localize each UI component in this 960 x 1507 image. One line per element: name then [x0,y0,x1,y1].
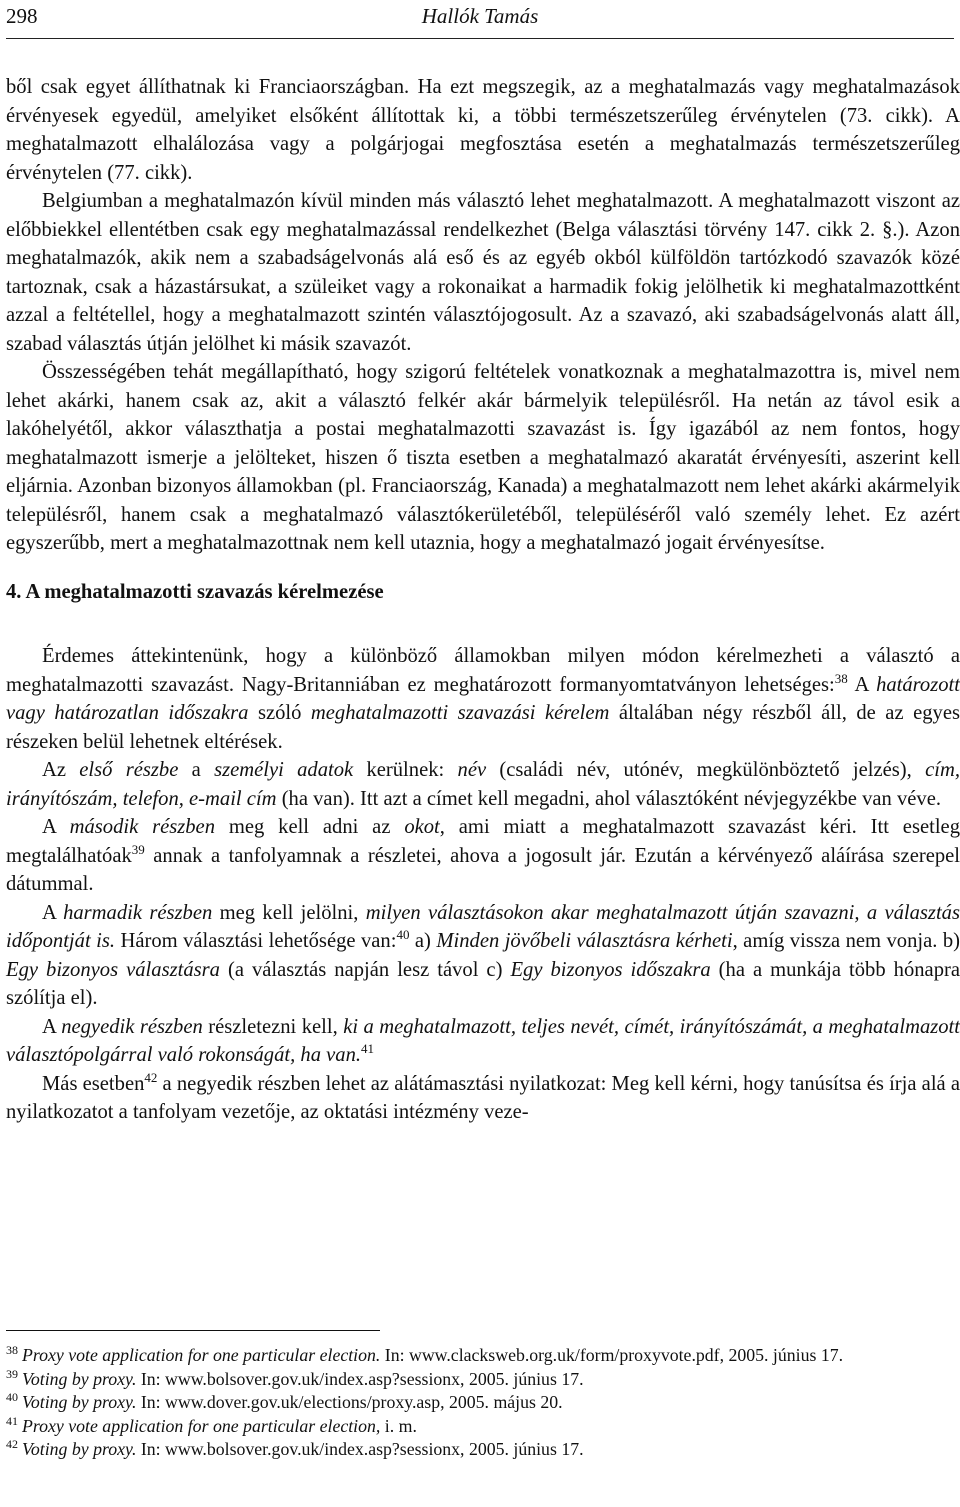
text: annak a tanfolyamnak a részletei, ahova a jogosult jár. Ezután a kérvényező aláírása szerepel dátummal. [6,844,960,895]
paragraph [6,899,960,1013]
italic-text: meghatalmazotti szavazási kérelem [310,702,610,724]
text: (családi név, utónév, megkülönböztető jelzés), [486,759,926,781]
paragraph [6,642,960,756]
text: A [42,816,70,838]
footnote-ref: 38 [834,670,848,686]
footnote-title: Proxy vote application for one particular election. [22,1345,381,1365]
italic-text: negyedik részben [61,1015,203,1038]
footnote [6,1438,960,1462]
text: Három választási lehetősége van: [115,930,397,952]
footnote-number: 40 [6,1390,18,1404]
text: Összességében tehát megállapítható, hogy szigorú feltételek vonatkoznak a meghatalmazottra is, mivel nem lehet akárki, hanem csak az, akit a választó felkér akár bármelyik településről. Ha netán az távol esik a lakóhelyétől, akkor választhatja a postai meghatalmazotti szavazást is. Így igazából az nem fontos, hogy meghatalmazott ismerje a jelölteket, hiszen ő tiszta esetben a meghatalmazó akaratát érvényesíti, aszerint kell eljárnia. Azonban bizonyos államokban (pl. Franciaország, Kanada) a meghatalmazott nem lehet akárki akármelyik településről, hanem csak a meghatalmazó választókerületéből, településéről való személy lehet. Ez azért egyszerűbb, mert a meghatalmazottnak nem kell utaznia, hogy a meghatalmazó jogait érvényesítse. [6,361,960,554]
text: általában négy részből áll, de az egyes részeken belül lehetnek eltérések. [6,702,960,753]
text: ből csak egyet állíthatnak ki Franciaországban. Ha ezt megszegik, az a meghatalmazás vagy meghatalmazások érvényesek egyedül, amelyiket elsőként állítottak ki, a többi természetszerűleg érvénytelen (73. cikk). A meghatalmazott elhalálozása vagy a polgárjogai megfosztása esetén a meghatalmazás természetszerűleg érvénytelen (77. cikk). [6,76,960,184]
italic-text: Egy bizonyos időszakra [510,958,711,981]
text: (a választás napján lesz távol c) [219,958,511,981]
text: a negyedik részben lehet az alátámasztási nyilatkozat: Meg kell kérni, hogy tanúsítsa és írja alá a nyilatkozatot a tanfolyam vezetője, az oktatási intézmény veze- [6,1072,960,1123]
italic-text: harmadik részben [63,901,213,924]
italic-text: határozott vagy határozatlan időszakra [6,673,960,724]
text: szóló [248,702,311,724]
text: (ha a munkája több hónapra szólítja el). [6,958,960,1009]
italic-text: ki a meghatalmazott, teljes nevét, címét, irányítószámát, a meghatalmazott választópolgárral való rokonságát, ha van. [6,1015,960,1066]
paragraph [6,358,960,558]
footnote-ref: 42 [144,1069,158,1085]
text: A [847,673,877,696]
footnote-ref: 41 [361,1041,375,1056]
italic-text: okot [404,816,440,838]
footnote-separator [6,1330,380,1331]
footnote-number: 42 [6,1437,18,1451]
page-number: 298 [6,4,38,28]
text: részletezni kell, [202,1015,344,1038]
section-heading: 4. A meghatalmazotti szavazás kérelmezése [6,580,384,603]
footnote-text: In: www.bolsover.gov.uk/index.asp?sessionx, 2005. június 17. [136,1368,584,1389]
footnote-number: 38 [6,1343,18,1357]
footnote [6,1368,960,1392]
text: Az [42,759,80,781]
italic-text: milyen választásokon akar meghatalmazott útján szavazni, a választás időpontját is. [6,901,960,952]
text: Belgiumban a meghatalmazón kívül minden más választó lehet meghatalmazott. A meghatalmazott viszont az előbbiekkel ellentétben csak egy meghatalmazással rendelkezhet (Belga választási törvény 147. cikk 2. §.). Azon meghatalmazók, akik nem a szabadságelvonás alá eső és az egyéb okból külföldön tartózkodó szavazók közé tartoznak, csak a házastársukat, a szüleiket vagy a rokonaikat a harmadik fokig jelölhetik ki meghatalmazottként azzal a feltétellel, hogy a meghatalmazott szintén választójogosult. Az a szavazó, aki szabadságelvonás alatt áll, szabad választás útján jelölhet ki másik szavazót. [6,190,960,355]
paragraph [6,73,960,187]
italic-text: Egy bizonyos választásra [6,958,220,981]
footnote-title: Voting by proxy. [22,1368,137,1389]
text: A [42,1015,62,1038]
text: , amíg vissza nem vonja. b) [732,930,960,952]
text: (ha van). Itt azt a címet kell megadni, ahol választóként névjegyzékbe van véve. [276,787,941,810]
footnotes [6,1344,960,1462]
running-head: Hallók Tamás [421,4,539,28]
text: Más esetben [42,1072,145,1095]
footnote [6,1415,960,1439]
main-text [6,73,960,1127]
italic-text: második részben [69,816,215,838]
footnote-text: In: www.dover.gov.uk/elections/proxy.asp, 2005. május 20. [136,1392,563,1412]
footnote-number: 39 [6,1366,18,1381]
text: Érdemes áttekintenünk, hogy a különböző államokban milyen módon kérelmezheti a választó a meghatalmazotti szavazást. Nagy-Britanniában ez meghatározott formanyomtatványon lehetséges: [6,645,960,696]
italic-text: első részbe [79,759,179,781]
footnote-text: In: www.clacksweb.org.uk/form/proxyvote.pdf, 2005. június 17. [380,1345,844,1365]
paragraph [6,756,960,813]
italic-text: név [457,759,487,781]
footnote-ref: 40 [396,927,410,942]
italic-text: Minden jövőbeli választásra kérheti [436,930,733,952]
text: , ami miatt a meghatalmazott szavazást kéri. Itt esetleg megtalálhatóak [6,816,960,867]
footnote-text: In: www.bolsover.gov.uk/index.asp?sessionx, 2005. június 17. [136,1439,584,1459]
footnote [6,1344,960,1368]
footnote-title: Voting by proxy. [22,1392,137,1412]
italic-text: személyi adatok [214,759,354,781]
paragraph [6,1070,960,1127]
text: kerülnek: [353,759,458,781]
footnote [6,1391,960,1415]
page-header [6,0,954,39]
italic-text: cím, irányítószám, telefon, e-mail cím [6,759,960,810]
footnote-title: Proxy vote application for one particular election, [22,1415,381,1436]
paragraph [6,187,960,358]
paragraph [6,1013,960,1070]
text: A [42,901,64,924]
text: meg kell adni az [215,816,405,838]
text: a [178,759,215,781]
paragraph [6,813,960,899]
footnote-text: i. m. [380,1415,417,1436]
footnote-ref: 39 [131,841,145,857]
text: a) [409,930,437,952]
footnote-title: Voting by proxy. [22,1439,137,1459]
footnote-number: 41 [6,1413,18,1428]
text: meg kell jelölni, [212,901,366,924]
